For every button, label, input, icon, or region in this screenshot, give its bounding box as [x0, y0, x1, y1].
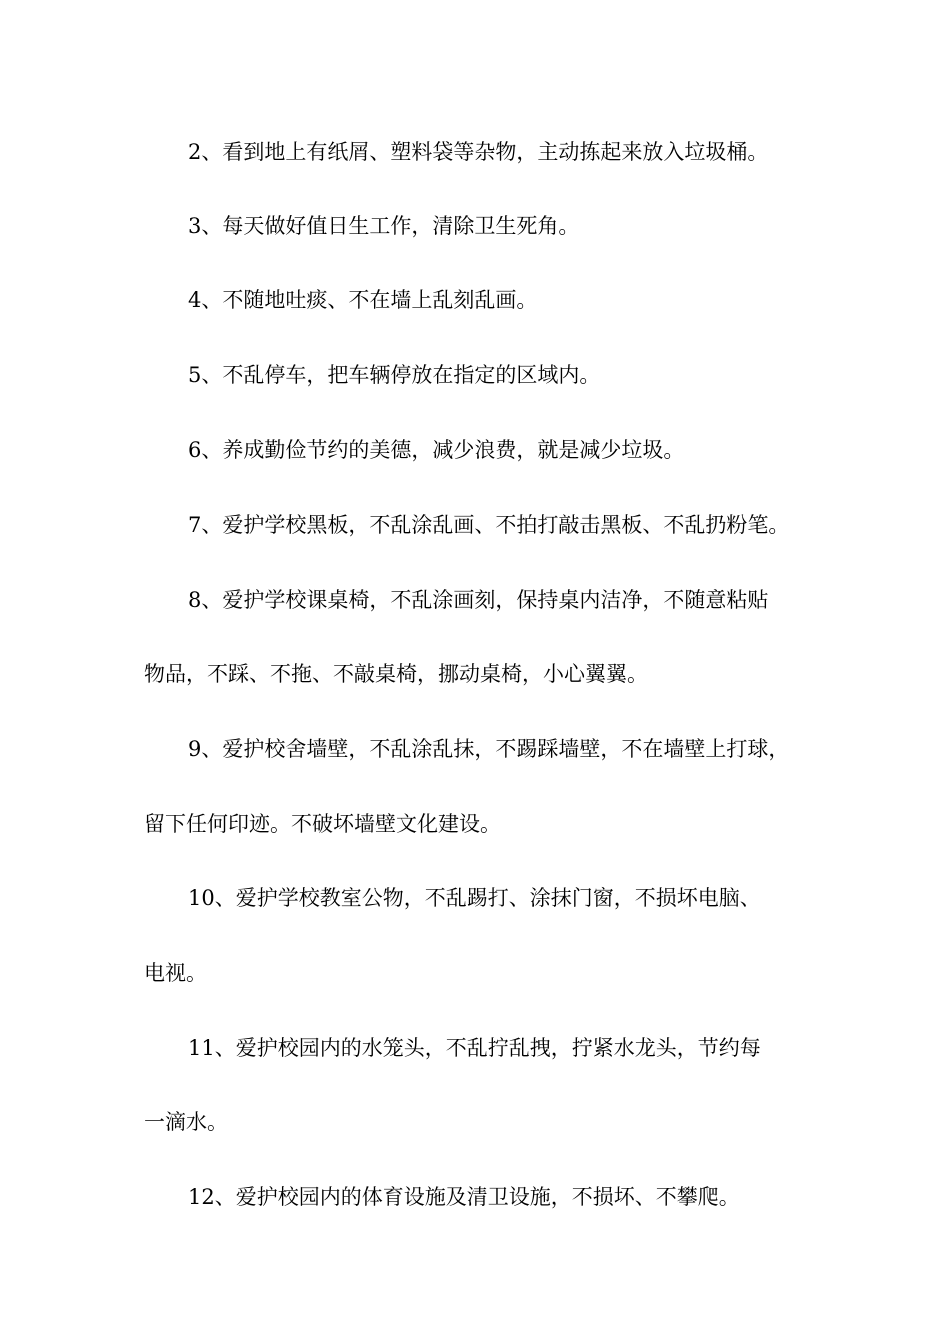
rule-3-text: 3、每天做好值日生工作，清除卫生死角。: [188, 214, 580, 238]
rule-11-text-line-1: 11、爱护校园内的水笼头，不乱拧乱拽，拧紧水龙头，节约每: [188, 1036, 761, 1060]
rule-8-text-line-2: 物品，不踩、不拖、不敲桌椅，挪动桌椅，小心翼翼。: [144, 662, 648, 686]
rule-2-text: 2、看到地上有纸屑、塑料袋等杂物，主动拣起来放入垃圾桶。: [188, 140, 769, 164]
rule-6-text: 6、养成勤俭节约的美德，减少浪费，就是减少垃圾。: [188, 438, 685, 462]
rule-9-text-line-2: 留下任何印迹。不破坏墙壁文化建设。: [144, 812, 501, 836]
rule-4-text: 4、不随地吐痰、不在墙上乱刻乱画。: [188, 288, 538, 312]
rule-10-text-line-1: 10、爱护学校教室公物，不乱踢打、涂抹门窗，不损坏电脑、: [188, 886, 761, 910]
rule-5-text: 5、不乱停车，把车辆停放在指定的区域内。: [188, 363, 601, 387]
rule-10-text-line-2: 电视。: [144, 961, 207, 985]
rule-11-text-line-2: 一滴水。: [144, 1110, 228, 1134]
rule-12-text: 12、爱护校园内的体育设施及清卫设施，不损坏、不攀爬。: [188, 1185, 740, 1209]
rule-8-text-line-1: 8、爱护学校课桌椅，不乱涂画刻，保持桌内洁净，不随意粘贴: [188, 588, 769, 612]
rule-7-text: 7、爱护学校黑板，不乱涂乱画、不拍打敲击黑板、不乱扔粉笔。: [188, 513, 790, 537]
rule-9-text-line-1: 9、爱护校舍墙壁，不乱涂乱抹，不踢踩墙壁，不在墙壁上打球，: [188, 737, 790, 761]
